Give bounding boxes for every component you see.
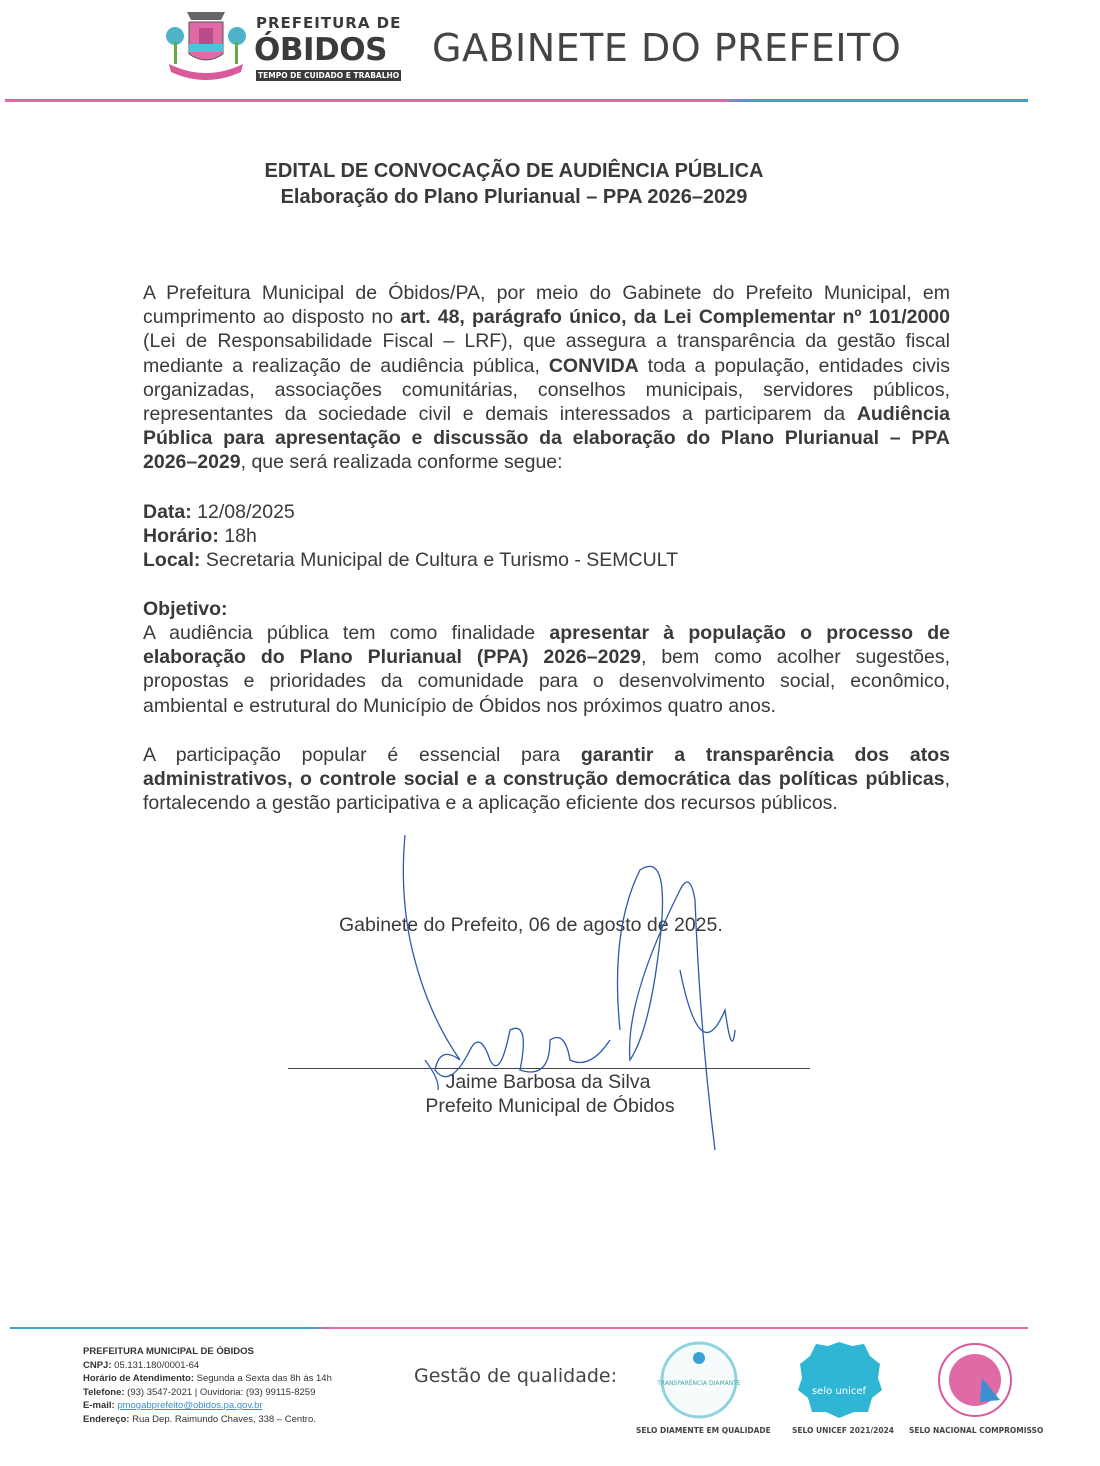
time-value: 18h xyxy=(218,525,257,547)
document-title xyxy=(0,158,1028,210)
time-line xyxy=(143,524,257,548)
unicef-seal xyxy=(794,1340,884,1420)
svg-text:selo unicef: selo unicef xyxy=(811,1386,867,1397)
header-divider xyxy=(5,99,1028,102)
seal-label: SELO DIAMENTE EM QUALIDADE xyxy=(636,1426,771,1435)
signer-name: Jaime Barbosa da Silva xyxy=(445,1071,651,1093)
logo-line1: PREFEITURA DE xyxy=(256,14,402,32)
office-title: GABINETE DO PREFEITO xyxy=(432,26,902,70)
signer-role: Prefeito Municipal de Óbidos xyxy=(425,1095,675,1117)
seal-label: SELO NACIONAL COMPROMISSO xyxy=(909,1426,1044,1435)
seal-label: SELO UNICEF 2021/2024 xyxy=(792,1426,895,1435)
date-value: 12/08/2025 xyxy=(191,501,295,523)
footer-divider xyxy=(10,1327,1028,1329)
text: toda a população, entidades civis organizadas, associações comunitárias, conselhos municipais, servidores públicos, representantes da sociedade civil e demais interessados a participarem da xyxy=(143,354,950,426)
intro-paragraph xyxy=(143,281,950,475)
logo-tagline: TEMPO DE CUIDADO E TRABALHO xyxy=(258,71,400,80)
closing-paragraph xyxy=(143,743,950,816)
date-line xyxy=(143,500,295,524)
bold-text: garantir a transparência dos atos administrativos, o controle social e a construção democrática das políticas públicas xyxy=(143,744,950,791)
place-value: Secretaria Municipal de Cultura e Turismo - SEMCULT xyxy=(200,549,678,571)
date-label: Data: xyxy=(143,501,192,523)
phone-value: (93) 3547-2021 | Ouvidoria: (93) 99115-8259 xyxy=(124,1386,316,1398)
hours-value: Segunda a Sexta das 8h às 14h xyxy=(194,1373,332,1384)
text: A Prefeitura Municipal de Óbidos/PA, por meio do Gabinete do Prefeito Municipal, em cumprimento ao disposto no xyxy=(143,282,950,329)
cnpj-value: 05.131.180/0001-64 xyxy=(111,1359,200,1371)
transparency-seal xyxy=(654,1340,744,1420)
text: , que será realizada conforme segue: xyxy=(240,451,563,474)
address-label: Endereço: xyxy=(83,1413,130,1425)
text: , bem como acolher sugestões, propostas e prioridades da comunidade para o desenvolvimento social, econômico, ambiental e estrutural do Município de Óbidos nos próximos quatro anos. xyxy=(143,646,950,717)
email-label: E-mail: xyxy=(83,1400,115,1411)
place-label: Local: xyxy=(143,549,201,571)
footer-contact xyxy=(83,1345,332,1426)
place-line xyxy=(143,548,678,572)
phone-label: Telefone: xyxy=(83,1386,125,1398)
text: A participação popular é essencial para xyxy=(143,744,581,766)
text: (Lei de Responsabilidade Fiscal – LRF), que assegura a transparência da gestão fiscal mediante a realização de audiência pública, xyxy=(143,330,950,377)
svg-text:TRANSPARÊNCIA DIAMANTE: TRANSPARÊNCIA DIAMANTE xyxy=(657,1380,741,1387)
objective-paragraph xyxy=(143,621,950,718)
text: A audiência pública tem como finalidade xyxy=(143,622,550,644)
bold-text: apresentar à população o processo de elaboração do Plano Plurianual (PPA) 2026–2029 xyxy=(143,622,950,669)
email-link[interactable]: pmogabprefeito@obidos.pa.gov.br xyxy=(117,1400,263,1411)
hours-label: Horário de Atendimento: xyxy=(83,1373,195,1384)
text: , fortalecendo a gestão participativa e a aplicação eficiente dos recursos públicos. xyxy=(143,768,950,815)
bold-text: CONVIDA xyxy=(548,354,639,377)
logo-city-name: ÓBIDOS xyxy=(254,32,387,68)
bold-text: art. 48, parágrafo único, da Lei Complementar nº 101/2000 xyxy=(400,306,950,329)
handwritten-signature xyxy=(380,830,760,1190)
cnpj-label: CNPJ: xyxy=(83,1359,112,1371)
literacy-seal xyxy=(930,1340,1020,1420)
footer-org: PREFEITURA MUNICIPAL DE ÓBIDOS xyxy=(83,1346,254,1357)
title-line2: Elaboração do Plano Plurianual – PPA 2026–2029 xyxy=(280,186,748,208)
place-date: Gabinete do Prefeito, 06 de agosto de 2025. xyxy=(339,914,723,936)
title-line1: EDITAL DE CONVOCAÇÃO DE AUDIÊNCIA PÚBLICA xyxy=(264,160,764,182)
quality-label: Gestão de qualidade: xyxy=(414,1365,618,1387)
objective-label: Objetivo: xyxy=(143,598,228,620)
address-value: Rua Dep. Raimundo Chaves, 338 – Centro. xyxy=(129,1413,316,1425)
bold-text: Audiência Pública para apresentação e discussão da elaboração do Plano Plurianual – PPA 2026–2029 xyxy=(143,403,950,474)
municipal-crest-logo xyxy=(165,6,247,80)
time-label: Horário: xyxy=(143,525,219,547)
